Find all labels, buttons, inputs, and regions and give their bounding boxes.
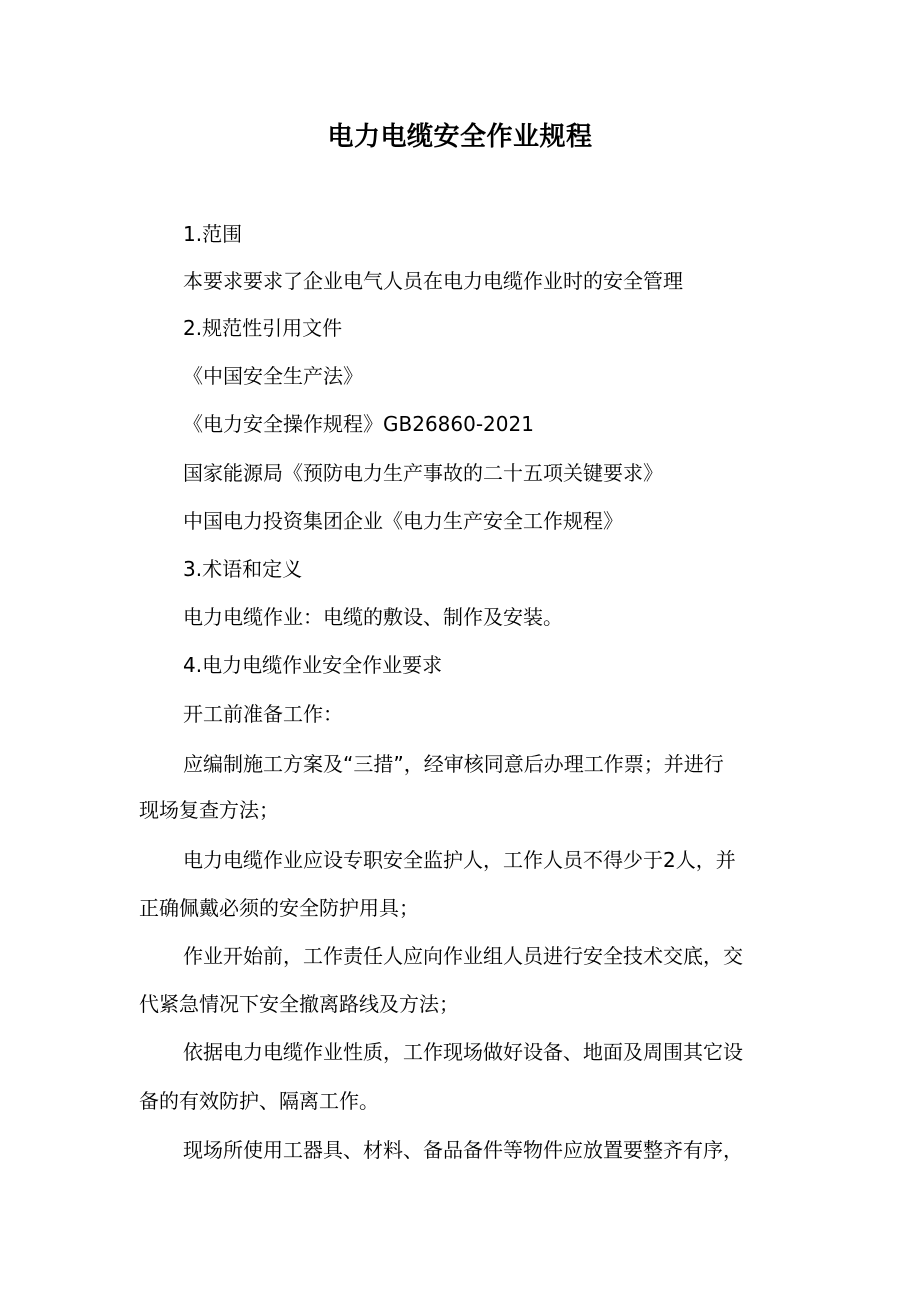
subheading-preparation: 开工前准备工作： [183, 702, 343, 726]
reference-item: 国家能源局《预防电力生产事故的二十五项关键要求》 [183, 461, 663, 485]
reference-item: 中国电力投资集团企业《电力生产安全工作规程》 [183, 509, 623, 533]
paragraph-line: 应编制施工方案及“三措”，经审核同意后办理工作票；并进行 [183, 752, 724, 776]
section-heading-references: 2.规范性引用文件 [183, 316, 343, 340]
section-heading-requirements: 4.电力电缆作业安全作业要求 [183, 653, 443, 677]
paragraph-line: 代紧急情况下安全撤离路线及方法； [139, 992, 459, 1016]
section-heading-scope: 1.范围 [183, 222, 243, 246]
document-title: 电力电缆安全作业规程 [327, 122, 593, 152]
paragraph-line: 电力电缆作业应设专职安全监护人，工作人员不得少于2人，并 [183, 848, 736, 872]
paragraph-line: 作业开始前，工作责任人应向作业组人员进行安全技术交底，交 [183, 944, 743, 968]
paragraph-scope: 本要求要求了企业电气人员在电力电缆作业时的安全管理 [183, 269, 683, 293]
paragraph-line: 备的有效防护、隔离工作。 [139, 1089, 379, 1113]
reference-item: 《电力安全操作规程》GB26860-2021 [183, 412, 534, 436]
paragraph-line: 正确佩戴必须的安全防护用具； [139, 896, 419, 920]
paragraph-line: 依据电力电缆作业性质，工作现场做好设备、地面及周围其它设 [183, 1040, 743, 1064]
paragraph-line: 现场所使用工器具、材料、备品备件等物件应放置要整齐有序， [183, 1138, 743, 1162]
reference-item: 《中国安全生产法》 [183, 364, 363, 388]
paragraph-definition: 电力电缆作业：电缆的敷设、制作及安装。 [183, 605, 563, 629]
paragraph-line: 现场复查方法； [139, 798, 279, 822]
section-heading-terms: 3.术语和定义 [183, 557, 303, 581]
